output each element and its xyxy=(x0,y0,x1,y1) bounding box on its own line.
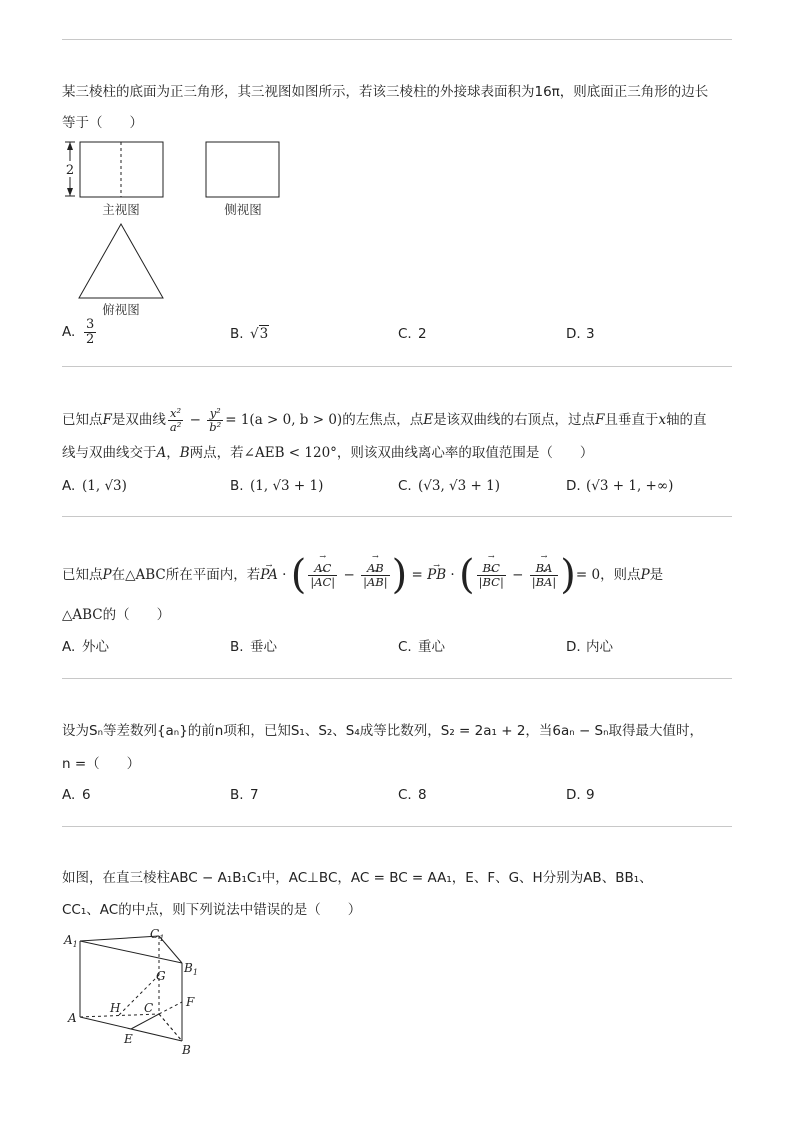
q4-option-c[interactable]: C. 8 xyxy=(398,787,427,803)
label-C1: $C_1$ xyxy=(150,927,165,943)
q1-three-view-figure xyxy=(58,136,288,321)
q3-text-line2: △ABC的（ ） xyxy=(62,607,171,623)
q2-text-line1: 已知点F是双曲线 $\frac{\text{x²}}{\text{a²}}$ − $\frac{\text{y²}}{\text{b²}}$ = 1(a > 0, b > 0)的左焦点，点E是该双曲线的右顶点，过点F且垂直于x轴的直 xyxy=(62,406,707,434)
q3-option-b[interactable]: B. 垂心 xyxy=(230,639,277,655)
q5-prism-figure xyxy=(58,922,218,1062)
q3-text-line1: 已知点P在△ABC所在平面内，若→ PA · ( → $\frac{AC}{|\to AC|}$ − → $\frac{AB}{|\to AB|}$ ) = → PB · ( → $\frac{BC}{|\to BC|}$ − → $\frac{BA}{|\to BA|}$ )= 0，则点P是 xyxy=(62,553,663,597)
separator xyxy=(62,39,732,40)
label-F: F xyxy=(186,995,195,1009)
q3-option-a[interactable]: A. 外心 xyxy=(62,639,109,655)
label-A1: $A_1$ xyxy=(64,933,78,949)
q5-text-line1: 如图，在直三棱柱ABC − A₁B₁C₁中，AC⊥BC，AC = BC = AA₁，E、F、G、H分别为AB、BB₁、 xyxy=(62,870,653,886)
q1-height-label: 2 xyxy=(65,163,75,178)
label-H: H xyxy=(110,1001,121,1015)
separator xyxy=(62,678,732,679)
label-A: A xyxy=(68,1011,77,1025)
q1-option-d[interactable]: D. 3 xyxy=(566,326,595,342)
q4-option-b[interactable]: B. 7 xyxy=(230,787,259,803)
q4-option-a[interactable]: A. 6 xyxy=(62,787,91,803)
label-B1: $B_1$ xyxy=(184,961,198,977)
q1-text-line1: 某三棱柱的底面为正三角形，其三视图如图所示，若该三棱柱的外接球表面积为16π，则底面正三角形的边长 xyxy=(62,84,709,100)
q2-option-d[interactable]: D. (√3 + 1, +∞) xyxy=(566,478,674,494)
q4-text-line1: 设为Sₙ等差数列{aₙ}的前n项和，已知S₁、S₂、S₄成等比数列，S₂ = 2a₁ + 2，当6aₙ − Sₙ取得最大值时， xyxy=(62,723,703,739)
q1-option-a[interactable]: A. $\frac{3}{2}$ xyxy=(62,317,95,347)
label-C: C xyxy=(144,1001,154,1015)
q3-option-d[interactable]: D. 内心 xyxy=(566,639,613,655)
q2-option-b[interactable]: B. (1, √3 + 1) xyxy=(230,478,324,494)
q4-text-line2: n =（ ） xyxy=(62,756,141,772)
q1-front-caption: 主视图 xyxy=(102,202,140,217)
q2-text-line2: 线与双曲线交于A，B两点，若∠AEB < 120°，则该双曲线离心率的取值范围是（ ） xyxy=(62,445,594,461)
q2-option-c[interactable]: C. (√3, √3 + 1) xyxy=(398,478,500,494)
q1-side-caption: 侧视图 xyxy=(224,202,262,217)
q1-option-c[interactable]: C. 2 xyxy=(398,326,427,342)
q4-option-d[interactable]: D. 9 xyxy=(566,787,595,803)
q2-option-a[interactable]: A. (1, √3) xyxy=(62,478,127,494)
q1-top-caption: 俯视图 xyxy=(102,302,140,317)
q1-top-view xyxy=(79,224,163,298)
q1-text-line2: 等于（ ） xyxy=(62,115,143,131)
q1-option-b[interactable]: B. √3 xyxy=(230,326,269,342)
label-B: B xyxy=(182,1043,191,1057)
separator xyxy=(62,516,732,517)
q1-side-view xyxy=(206,142,279,197)
q3-option-c[interactable]: C. 重心 xyxy=(398,639,445,655)
label-G: G xyxy=(156,969,166,983)
separator xyxy=(62,366,732,367)
label-E: E xyxy=(124,1032,133,1046)
q5-text-line2: CC₁、AC的中点，则下列说法中错误的是（ ） xyxy=(62,902,362,918)
separator xyxy=(62,826,732,827)
